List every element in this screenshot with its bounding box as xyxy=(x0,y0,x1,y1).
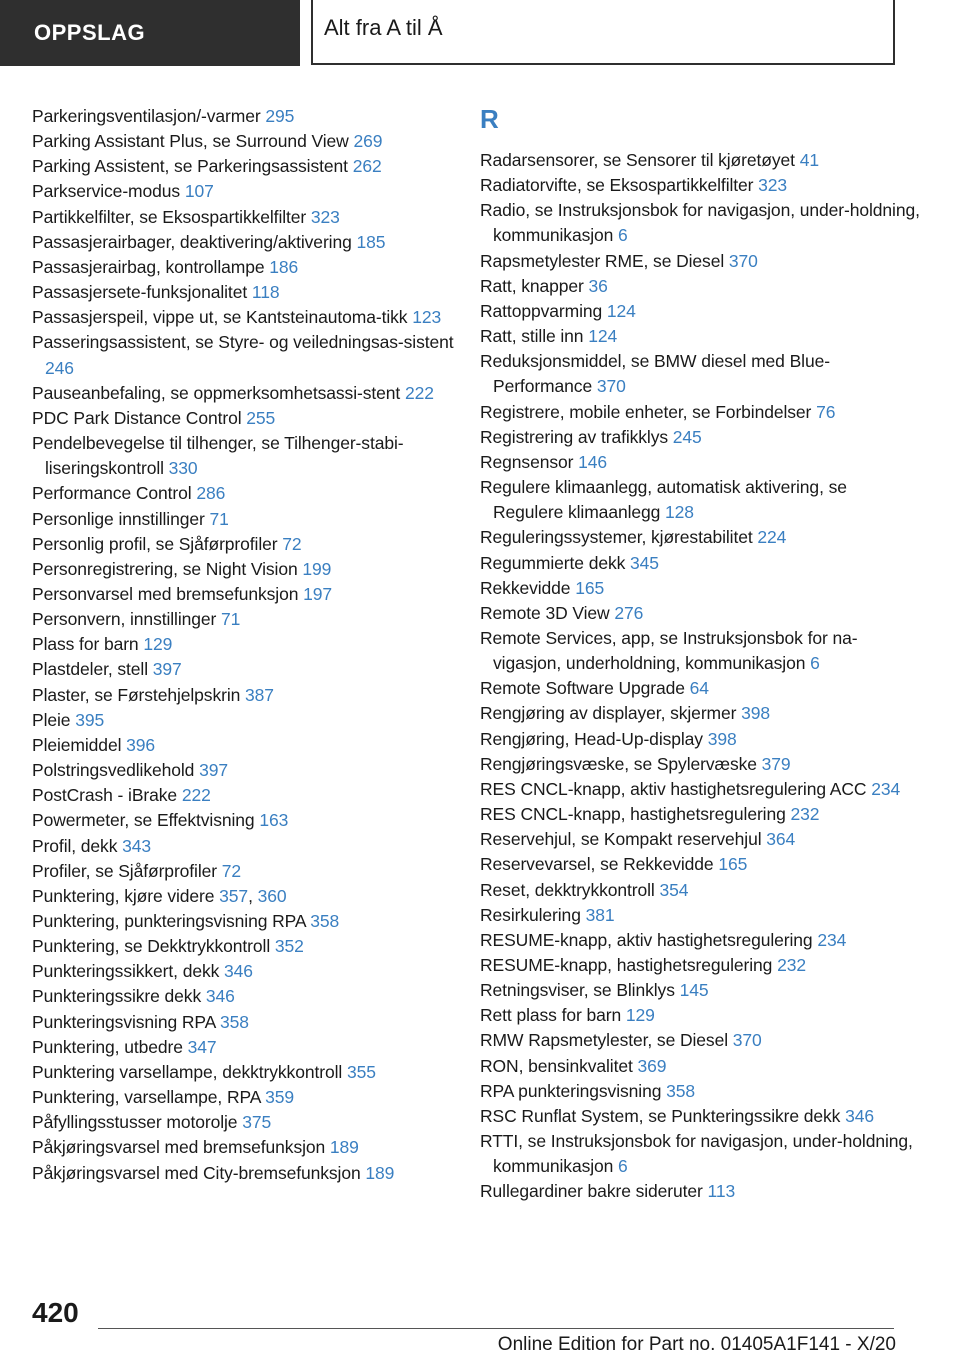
entry-term: Punktering, varsellampe, RPA xyxy=(32,1087,261,1108)
header-divider xyxy=(311,0,313,64)
entry-term: Registrering av trafikklys xyxy=(480,426,669,447)
index-column-right xyxy=(480,104,920,1205)
entry-term: Remote 3D View xyxy=(480,602,610,623)
index-entry xyxy=(32,1035,456,1060)
page-link[interactable]: 346 xyxy=(845,1105,874,1126)
page-link[interactable]: 330 xyxy=(168,458,198,479)
index-entry xyxy=(480,953,920,978)
index-entry xyxy=(32,481,456,506)
entry-term: Punktering, punkteringsvisning RPA xyxy=(32,911,306,931)
index-entry xyxy=(480,299,920,324)
index-entry xyxy=(32,129,456,154)
index-entry xyxy=(32,154,456,179)
page-link[interactable]: 224 xyxy=(757,527,787,548)
entry-term: Partikkelfilter, se Eksospartikkelfilter xyxy=(32,206,307,227)
page-link[interactable]: 397 xyxy=(152,659,182,680)
page-link[interactable]: 397 xyxy=(199,760,228,781)
page-link[interactable]: 124 xyxy=(606,300,636,321)
entry-term: Rengjøringsvæske, se Spylervæske xyxy=(480,753,757,774)
index-entry xyxy=(32,1161,456,1186)
page-link[interactable]: 246 xyxy=(45,357,74,378)
page-link[interactable]: 358 xyxy=(220,1011,249,1032)
entry-term: Personlig profil, se Sjåførprofiler xyxy=(32,533,278,554)
entry-term: RMW Rapsmetylester, se Diesel xyxy=(480,1030,728,1051)
entry-term: Reset, dekktrykkontroll xyxy=(480,879,655,900)
index-entry xyxy=(480,802,920,827)
page-link[interactable]: 71 xyxy=(221,609,241,630)
page-link[interactable]: 323 xyxy=(310,206,340,227)
page-link[interactable]: 146 xyxy=(578,451,608,472)
page-link[interactable]: 41 xyxy=(799,150,819,170)
entry-term: RTTI, se Instruksjonsbok for navigasjon, under-holdning, kommunikasjon xyxy=(480,1131,913,1177)
page-link[interactable]: 370 xyxy=(728,250,758,271)
index-entry xyxy=(480,601,920,626)
entry-term: Pauseanbefaling, se oppmerksomhetsassi-stent xyxy=(32,382,401,403)
index-entry xyxy=(32,733,456,758)
index-entry xyxy=(480,903,920,928)
index-entry xyxy=(32,1085,456,1110)
page-link[interactable]: 379 xyxy=(761,753,791,774)
index-entry xyxy=(32,1110,456,1135)
entry-term: Retningsviser, se Blinklys xyxy=(480,980,675,1001)
page-link[interactable]: 355 xyxy=(346,1061,376,1082)
entry-term: Reguleringssystemer, kjørestabilitet xyxy=(480,527,753,548)
entry-term: Parking Assistent, se Parkeringsassistent xyxy=(32,156,348,177)
index-entry xyxy=(32,1010,456,1035)
entry-term: Radio, se Instruksjonsbok for navigasjon, under-holdning, kommunikasjon xyxy=(480,200,920,246)
entry-term: Regnsensor xyxy=(480,451,574,472)
page-link[interactable]: 165 xyxy=(718,854,748,875)
entry-term: Passasjerairbager, deaktivering/aktivering xyxy=(32,231,352,252)
page-link[interactable]: 352 xyxy=(274,936,304,957)
index-entry xyxy=(32,205,456,230)
page-link[interactable]: 370 xyxy=(596,376,626,397)
index-entry xyxy=(480,1028,920,1053)
entry-term: RON, bensinkvalitet xyxy=(480,1055,633,1076)
page-link[interactable]: 107 xyxy=(184,181,214,202)
page-link[interactable]: 76 xyxy=(816,401,836,422)
page-link[interactable]: 113 xyxy=(707,1181,736,1202)
index-entry xyxy=(480,450,920,475)
entry-term: Påfyllingsstusser motorolje xyxy=(32,1112,238,1133)
entry-term: RESUME-knapp, hastighetsregulering xyxy=(480,955,773,975)
entry-term: Polstringsvedlikehold xyxy=(32,760,195,781)
page-link[interactable]: 255 xyxy=(246,407,276,428)
entry-term: RES CNCL-knapp, aktiv hastighetsregulering ACC xyxy=(480,778,867,799)
entry-term: Pendelbevegelse til tilhenger, se Tilhenger-stabi-liseringskontroll xyxy=(32,433,404,479)
index-entry xyxy=(32,1135,456,1160)
page-link[interactable]: 295 xyxy=(265,106,295,126)
index-entry xyxy=(480,324,920,349)
page-link[interactable]: 398 xyxy=(741,703,771,724)
index-entry xyxy=(480,878,920,903)
page-link[interactable]: 6 xyxy=(618,225,628,246)
entry-term: Rekkevidde xyxy=(480,577,571,598)
index-entry xyxy=(32,834,456,859)
index-entry xyxy=(32,708,456,733)
index-entry xyxy=(480,1003,920,1028)
page-link[interactable]: 189 xyxy=(365,1162,395,1183)
index-entry xyxy=(32,582,456,607)
page-link[interactable]: 387 xyxy=(245,684,274,705)
page-link[interactable]: 346 xyxy=(224,961,253,982)
page-link[interactable]: 222 xyxy=(181,785,211,806)
index-entry xyxy=(480,676,920,701)
index-entry xyxy=(32,255,456,280)
index-entry xyxy=(480,274,920,299)
page-link[interactable]: 163 xyxy=(259,810,289,831)
entry-term: Registrere, mobile enheter, se Forbindelser xyxy=(480,401,812,422)
entry-term: Rengjøring, Head-Up-display xyxy=(480,728,703,749)
page-link[interactable]: 276 xyxy=(614,602,644,623)
page-link[interactable]: 234 xyxy=(817,929,847,950)
header-underline xyxy=(311,63,895,65)
page-link[interactable]: 72 xyxy=(282,533,302,554)
page-link[interactable]: 245 xyxy=(672,426,702,447)
index-entry xyxy=(32,607,456,632)
page-header xyxy=(0,0,960,66)
entry-term: Punkteringssikre dekk xyxy=(32,986,202,1007)
footer-rule xyxy=(98,1328,894,1329)
index-entry xyxy=(32,1060,456,1085)
page-link[interactable]: 185 xyxy=(356,231,386,252)
index-entry xyxy=(480,1079,920,1104)
entry-term: Plastdeler, stell xyxy=(32,659,148,680)
entry-term: Punktering, se Dekktrykkontroll xyxy=(32,936,271,957)
index-entry xyxy=(32,808,456,833)
page-link[interactable]: 128 xyxy=(665,502,694,523)
index-entry xyxy=(480,148,920,173)
index-entry xyxy=(480,475,920,525)
chapter-title: Alt fra A til Å xyxy=(324,15,443,40)
index-list-right xyxy=(480,148,920,1205)
header-right-rule xyxy=(893,0,895,65)
page-link[interactable]: 145 xyxy=(679,980,709,1001)
page-link[interactable]: 64 xyxy=(689,678,709,699)
entry-term: RSC Runflat System, se Punkteringssikre dekk xyxy=(480,1105,841,1126)
entry-term: Parkservice-modus xyxy=(32,181,181,202)
page-link[interactable]: 345 xyxy=(630,552,659,573)
entry-term: Rett plass for barn xyxy=(480,1005,622,1026)
index-entry xyxy=(480,576,920,601)
page-link[interactable]: 165 xyxy=(575,577,605,598)
entry-term: Resirkulering xyxy=(480,904,581,925)
page-link[interactable]: 357 xyxy=(219,885,249,906)
entry-term: Parkeringsventilasjon/-varmer xyxy=(32,106,261,126)
index-entry xyxy=(480,1054,920,1079)
page-number: 420 xyxy=(32,1297,79,1328)
page-link[interactable]: 354 xyxy=(659,879,689,900)
index-entry xyxy=(480,1129,920,1179)
index-entry xyxy=(480,727,920,752)
page-link[interactable]: 364 xyxy=(766,829,796,850)
index-entry xyxy=(32,909,456,934)
entry-term: Påkjøringsvarsel med City-bremsefunksjon xyxy=(32,1162,361,1183)
page-link[interactable]: 262 xyxy=(352,156,382,177)
entry-term: Powermeter, se Effektvisning xyxy=(32,810,255,831)
entry-term: Personvarsel med bremsefunksjon xyxy=(32,583,299,604)
entry-term: Ratt, stille inn xyxy=(480,326,584,347)
entry-term: Punktering, utbedre xyxy=(32,1036,183,1057)
index-entry xyxy=(32,783,456,808)
page-link[interactable]: 359 xyxy=(265,1087,295,1108)
page-link[interactable]: 369 xyxy=(637,1055,667,1076)
entry-term: Passasjerairbag, kontrollampe xyxy=(32,256,265,277)
page-link[interactable]: 124 xyxy=(588,326,618,347)
entry-term: Passasjerspeil, vippe ut, se Kantsteinautoma-tikk xyxy=(32,307,408,328)
entry-term: RESUME-knapp, aktiv hastighetsregulering xyxy=(480,929,813,950)
index-entry xyxy=(32,230,456,255)
entry-term: Rapsmetylester RME, se Diesel xyxy=(480,250,725,271)
entry-term: Regulere klimaanlegg, automatisk aktivering, se Regulere klimaanlegg xyxy=(480,477,847,523)
index-entry xyxy=(32,758,456,783)
index-entry xyxy=(32,632,456,657)
index-entry xyxy=(480,978,920,1003)
index-column-left xyxy=(32,104,456,1186)
entry-term: Remote Software Upgrade xyxy=(480,678,685,699)
page-link[interactable]: 343 xyxy=(122,835,152,856)
index-entry xyxy=(32,959,456,984)
page-link[interactable]: 118 xyxy=(251,282,280,303)
entry-term: RPA punkteringsvisning xyxy=(480,1080,662,1101)
edition-note: Online Edition for Part no. 01405A1F141 - X/20 xyxy=(497,1334,896,1355)
entry-term: Radarsensorer, se Sensorer til kjøretøyet xyxy=(480,150,795,170)
index-entry xyxy=(480,349,920,399)
entry-term: Pleie xyxy=(32,709,71,730)
entry-term: Reservevarsel, se Rekkevidde xyxy=(480,854,714,875)
entry-term: Profil, dekk xyxy=(32,835,118,856)
entry-term: Påkjøringsvarsel med bremsefunksjon xyxy=(32,1137,326,1158)
entry-term: Personvern, innstillinger xyxy=(32,609,217,630)
entry-term: Remote Services, app, se Instruksjonsbok for na-vigasjon, underholdning, kommunikasjon xyxy=(480,627,858,674)
entry-term: Passeringsassistent, se Styre- og veiledningsas-sistent xyxy=(32,332,454,353)
entry-term: RES CNCL-knapp, hastighetsregulering xyxy=(480,804,786,825)
page-link[interactable]: 6 xyxy=(810,653,820,674)
page-link[interactable]: 323 xyxy=(758,175,788,196)
entry-term: Rullegardiner bakre sideruter xyxy=(480,1181,703,1202)
index-entry xyxy=(32,532,456,557)
page-link[interactable]: 346 xyxy=(205,986,235,1007)
page-link[interactable]: 395 xyxy=(75,709,105,730)
index-entry xyxy=(32,406,456,431)
entry-term: Punktering varsellampe, dekktrykkontroll xyxy=(32,1061,343,1082)
index-entry xyxy=(480,173,920,198)
entry-term: Rattoppvarming xyxy=(480,300,603,321)
entry-term: PostCrash - iBrake xyxy=(32,785,178,806)
index-entry xyxy=(480,928,920,953)
entry-term: Personlige innstillinger xyxy=(32,508,205,529)
page-link[interactable]: 197 xyxy=(303,583,333,604)
page-link[interactable]: 199 xyxy=(302,558,332,579)
page-link[interactable]: 6 xyxy=(618,1156,628,1177)
entry-term: PDC Park Distance Control xyxy=(32,407,242,428)
page-link[interactable]: 186 xyxy=(269,256,299,277)
index-entry xyxy=(480,551,920,576)
index-entry: Punktering, kjøre videre 357, 360 xyxy=(32,885,287,906)
entry-term: Punktering, kjøre videre xyxy=(32,885,215,906)
page-link[interactable]: 347 xyxy=(187,1036,217,1057)
index-entry xyxy=(480,626,920,676)
section-letter: R xyxy=(480,104,499,134)
entry-term: Regummierte dekk xyxy=(480,552,626,573)
index-entry xyxy=(480,701,920,726)
page-link[interactable]: 360 xyxy=(257,885,287,906)
index-entry xyxy=(32,104,456,129)
page-link[interactable]: 232 xyxy=(790,804,820,825)
index-entry xyxy=(32,683,456,708)
page-link[interactable]: 286 xyxy=(196,483,226,504)
index-entry xyxy=(32,859,456,884)
index-entry xyxy=(480,1104,920,1129)
entry-term: Plaster, se Førstehjelpskrin xyxy=(32,684,241,705)
index-entry xyxy=(480,777,920,802)
page-link[interactable]: 398 xyxy=(707,728,737,749)
index-entry xyxy=(32,330,456,380)
index-entry xyxy=(32,431,456,481)
index-entry xyxy=(480,852,920,877)
page-link[interactable]: 396 xyxy=(126,734,156,755)
page-link[interactable]: 358 xyxy=(666,1080,695,1101)
entry-term: Ratt, knapper xyxy=(480,275,584,296)
entry-term: Profiler, se Sjåførprofiler xyxy=(32,860,217,881)
entry-term: Punkteringssikkert, dekk xyxy=(32,961,220,982)
index-entry xyxy=(32,934,456,959)
entry-term: Reservehjul, se Kompakt reservehjul xyxy=(480,829,762,850)
index-entry xyxy=(32,557,456,582)
index-entry xyxy=(32,381,456,406)
page-link[interactable]: 234 xyxy=(871,778,901,799)
index-entry xyxy=(480,400,920,425)
index-entry xyxy=(480,752,920,777)
index-entry xyxy=(32,507,456,532)
index-entry xyxy=(32,984,456,1009)
entry-term: Rengjøring av displayer, skjermer xyxy=(480,703,737,724)
entry-term: Performance Control xyxy=(32,483,192,504)
page-link[interactable]: 71 xyxy=(209,508,229,529)
index-entry xyxy=(32,305,456,330)
section-label: OPPSLAG xyxy=(34,20,146,45)
index-entry xyxy=(32,657,456,682)
page-link[interactable]: 232 xyxy=(777,955,806,975)
entry-term: Pleiemiddel xyxy=(32,734,122,755)
page-link[interactable]: 72 xyxy=(221,860,242,881)
page-link[interactable]: 269 xyxy=(353,131,383,152)
page-link[interactable]: 358 xyxy=(310,911,340,931)
page-link[interactable]: 222 xyxy=(404,382,434,403)
index-entry xyxy=(480,525,920,550)
page-link[interactable]: 123 xyxy=(412,307,442,328)
index-entry xyxy=(32,179,456,204)
entry-term: Passasjersete-funksjonalitet xyxy=(32,282,248,303)
page-link[interactable]: 189 xyxy=(329,1137,359,1158)
entry-term: Personregistrering, se Night Vision xyxy=(32,558,298,579)
page-link[interactable]: 381 xyxy=(585,904,615,925)
index-entry xyxy=(480,198,920,248)
page-link[interactable]: 375 xyxy=(242,1112,272,1133)
entry-term: Parking Assistant Plus, se Surround View xyxy=(32,131,349,152)
entry-term: Punkteringsvisning RPA xyxy=(32,1011,216,1032)
entry-term: Reduksjonsmiddel, se BMW diesel med Blue-Performance xyxy=(480,351,830,397)
index-entry xyxy=(480,827,920,852)
page-link[interactable]: 36 xyxy=(588,275,608,296)
section-tab xyxy=(0,0,300,66)
page-link[interactable]: 129 xyxy=(143,634,173,655)
entry-term: Radiatorvifte, se Eksospartikkelfilter xyxy=(480,175,754,196)
index-entry xyxy=(480,249,920,274)
entry-term: Plass for barn xyxy=(32,634,139,655)
page-link[interactable]: 370 xyxy=(732,1030,762,1051)
index-entry xyxy=(32,280,456,305)
index-entry xyxy=(480,425,920,450)
index-entry xyxy=(480,1179,920,1204)
page-link[interactable]: 129 xyxy=(625,1005,655,1026)
